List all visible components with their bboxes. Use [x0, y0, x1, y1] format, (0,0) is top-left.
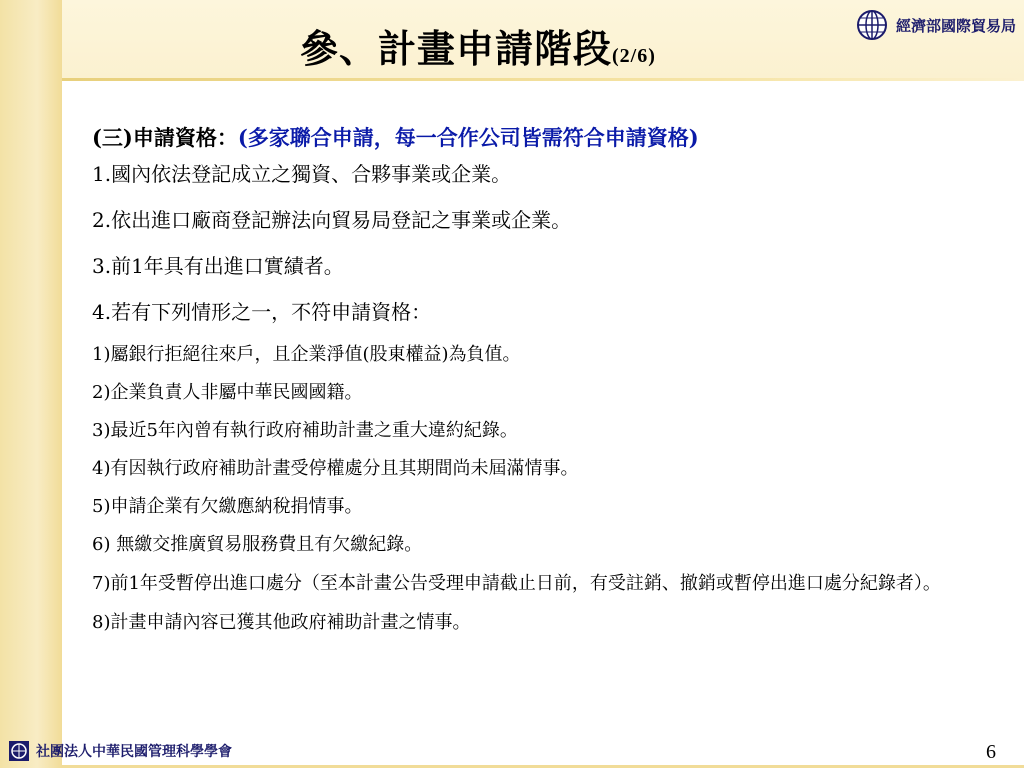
title-suffix: (2/6): [612, 45, 656, 67]
sub-list-item: 8)計畫申請內容已獲其他政府補助計畫之情事。: [92, 612, 471, 633]
title-divider: [62, 78, 1024, 81]
org-name: 社團法人中華民國管理科學學會: [36, 744, 232, 760]
page-number: 6: [986, 741, 996, 763]
list-item: 2.依出進口廠商登記辦法向貿易局登記之事業或企業。: [92, 208, 572, 232]
page-title: [300, 18, 656, 71]
section-heading-note: (多家聯合申請，每一合作公司皆需符合申請資格): [237, 125, 699, 150]
sub-list-item: 6) 無繳交推廣貿易服務費且有欠繳紀錄。: [92, 534, 423, 555]
sub-list-item: 7)前1年受暫停出進口處分（至本計畫公告受理申請截止日前，有受註銷、撤銷或暫停出進口處分紀錄者）。: [92, 573, 941, 594]
section-heading-label: (三)申請資格：: [92, 125, 238, 150]
list-item: 4.若有下列情形之一，不符申請資格：: [92, 300, 432, 324]
brand-block: [856, 8, 1016, 42]
list-item: 3.前1年具有出進口實績者。: [92, 254, 344, 278]
left-decor-band: [0, 0, 62, 768]
list-item: 1.國內依法登記成立之獨資、合夥事業或企業。: [92, 162, 512, 186]
globe-logo-icon: [856, 9, 888, 41]
sub-list-item: 3)最近5年內曾有執行政府補助計畫之重大違約紀錄。: [92, 420, 518, 441]
sub-list-item: 4)有因執行政府補助計畫受停權處分且其期間尚未屆滿情事。: [92, 458, 579, 479]
footer-org: [8, 740, 232, 762]
title-main: 參、計畫申請階段: [300, 26, 613, 71]
sub-list-item: 5)申請企業有欠繳應納稅捐情事。: [92, 496, 363, 517]
sub-list-item: 2)企業負責人非屬中華民國國籍。: [92, 382, 363, 403]
slide-content: [92, 122, 992, 648]
section-heading: [92, 122, 992, 152]
sub-list-item: 1)屬銀行拒絕往來戶，且企業淨值(股東權益)為負值。: [92, 344, 521, 365]
org-logo-icon: [8, 740, 30, 762]
brand-name: 經濟部國際貿易局: [895, 16, 1016, 35]
